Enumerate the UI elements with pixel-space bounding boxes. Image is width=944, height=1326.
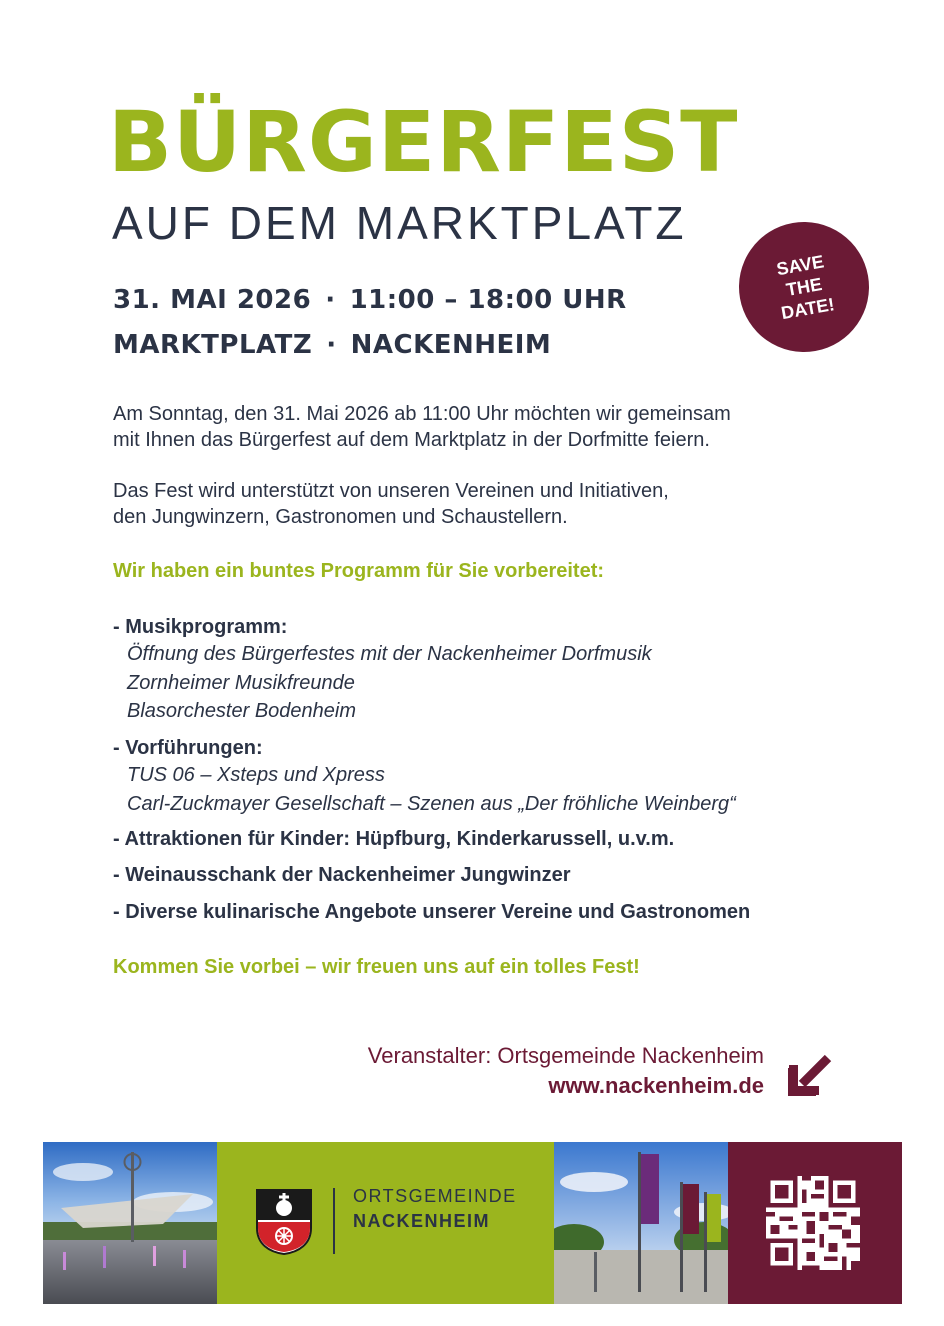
separator-dot: · xyxy=(326,330,337,360)
badge-line-1: SAVE xyxy=(774,251,826,280)
event-town: NACKENHEIM xyxy=(350,330,552,360)
event-location xyxy=(113,332,551,358)
program-item-head: - Musikprogramm: xyxy=(113,616,288,638)
event-date: 31. MAI 2026 xyxy=(113,285,312,315)
intro-line: Das Fest wird unterstützt von unseren Vereinen und Initiativen, xyxy=(113,480,669,502)
program-item-kids xyxy=(113,826,873,852)
website-link[interactable]: www.nackenheim.de xyxy=(548,1073,764,1098)
event-time: 11:00 – 18:00 UHR xyxy=(349,285,627,315)
program-subitem: Carl-Zuckmayer Gesellschaft – Szenen aus „Der fröhliche Weinberg“ xyxy=(127,792,736,815)
fountain-photo-image xyxy=(43,1142,217,1304)
intro-line: mit Ihnen das Bürgerfest auf dem Marktplatz in der Dorfmitte feiern. xyxy=(113,429,710,451)
banners-photo-image xyxy=(554,1142,728,1304)
program-heading: Wir haben ein buntes Programm für Sie vorbereitet: xyxy=(113,560,605,582)
page-subtitle: AUF DEM MARKTPLATZ xyxy=(112,197,687,249)
program-item-head: - Diverse kulinarische Angebote unserer Vereine und Gastronomen xyxy=(113,901,751,923)
program-item-head: - Vorführungen: xyxy=(113,737,263,759)
photo-marktplatz-fountain xyxy=(43,1142,217,1304)
event-place: MARKTPLATZ xyxy=(113,330,313,360)
program-item-wine xyxy=(113,862,873,888)
program-subitem: Zornheimer Musikfreunde xyxy=(127,671,355,694)
event-date-time xyxy=(113,287,627,313)
program-item-shows xyxy=(113,735,873,818)
program-list xyxy=(113,614,873,726)
badge-line-3: DATE! xyxy=(779,294,836,324)
ortsgemeinde-logo-panel xyxy=(217,1142,554,1304)
organizer-label: Veranstalter: Ortsgemeinde Nackenheim xyxy=(367,1043,764,1068)
logo-divider xyxy=(333,1188,335,1254)
badge-line-2: THE xyxy=(784,274,824,300)
closing-message: Kommen Sie vorbei – wir freuen uns auf ein tolles Fest! xyxy=(113,956,640,978)
program-subitem: Blasorchester Bodenheim xyxy=(127,700,357,722)
page-title: BÜRGERFEST xyxy=(108,93,739,191)
program-item-head: - Attraktionen für Kinder: Hüpfburg, Kinderkarussell, u.v.m. xyxy=(113,828,675,850)
separator-dot: · xyxy=(325,285,336,315)
org-name-line-1: ORTSGEMEINDE xyxy=(353,1186,517,1206)
intro-line: den Jungwinzern, Gastronomen und Schaustellern. xyxy=(113,506,568,528)
intro-line: Am Sonntag, den 31. Mai 2026 ab 11:00 Uhr möchten wir gemeinsam xyxy=(113,403,731,425)
arrow-down-left-icon xyxy=(788,1052,832,1096)
program-item-head: - Weinausschank der Nackenheimer Jungwinzer xyxy=(113,864,571,886)
program-subitem: Öffnung des Bürgerfestes mit der Nackenheimer Dorfmusik xyxy=(127,643,652,665)
qr-code-icon[interactable] xyxy=(766,1176,860,1270)
program-list-shows xyxy=(113,735,873,818)
save-the-date-badge xyxy=(729,212,880,363)
footer-band xyxy=(43,1142,902,1304)
org-name-line-2: NACKENHEIM xyxy=(353,1211,491,1231)
intro-paragraph-1 xyxy=(113,401,731,453)
photo-marktplatz-banners xyxy=(554,1142,728,1304)
program-item-music xyxy=(113,614,873,726)
program-item-food xyxy=(113,899,873,925)
program-subitem: TUS 06 – Xsteps und Xpress xyxy=(127,764,385,786)
qr-code-panel[interactable] xyxy=(728,1142,902,1304)
intro-paragraph-2 xyxy=(113,478,669,530)
coat-of-arms-icon xyxy=(255,1188,313,1256)
